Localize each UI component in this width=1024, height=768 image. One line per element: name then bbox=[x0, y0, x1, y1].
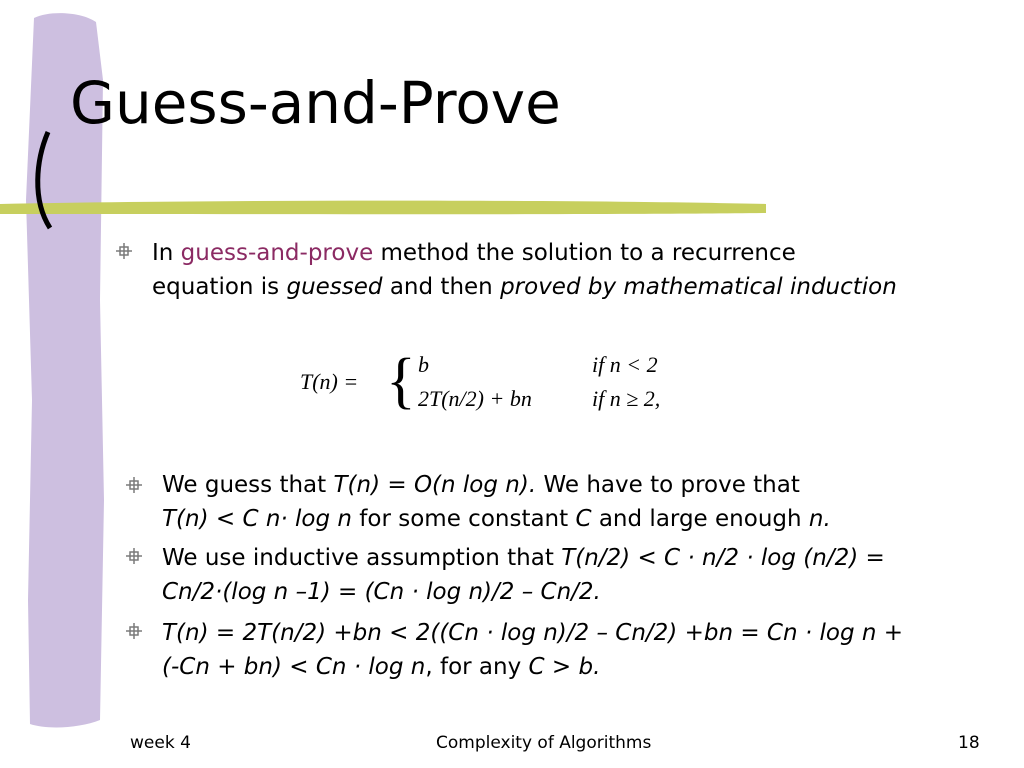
bullet-text: We use inductive assumption that bbox=[162, 545, 562, 571]
bullet-text: We guess that bbox=[162, 472, 334, 498]
case2-condition: if n ≥ 2, bbox=[592, 386, 661, 411]
square-cross-bullet-icon bbox=[126, 623, 142, 639]
bullet-text: for some constant bbox=[352, 506, 576, 532]
bullet-text: , for any bbox=[425, 654, 529, 680]
bullet-proof-step bbox=[162, 616, 903, 684]
intro-text: In bbox=[152, 240, 181, 266]
proof-formula: T(n) = 2T(n/2) +bn < 2((Cn · log n)/2 – Cn/2) +bn = Cn · log n + bbox=[162, 620, 904, 646]
bullet-text: We have to prove that bbox=[536, 472, 800, 498]
square-cross-bullet-icon bbox=[116, 243, 132, 259]
intro-text: and then bbox=[382, 274, 501, 300]
case-brace: { bbox=[386, 347, 416, 415]
target-inequality: T(n) < C n· log n bbox=[162, 506, 352, 532]
intro-text: method the solution to a recurrence bbox=[373, 240, 796, 266]
footer-week: week 4 bbox=[130, 733, 191, 753]
recurrence-equation bbox=[300, 347, 720, 422]
square-cross-bullet-icon bbox=[126, 548, 142, 564]
bullet-text: and large enough bbox=[591, 506, 809, 532]
guess-formula: T(n) = O(n log n). bbox=[333, 472, 537, 498]
slide-number: 18 bbox=[958, 733, 980, 753]
guessed-term: guessed bbox=[286, 274, 383, 300]
footer-course-title: Complexity of Algorithms bbox=[436, 733, 652, 753]
intro-text: equation is bbox=[152, 274, 287, 300]
intro-bullet bbox=[152, 236, 897, 304]
assumption-formula-continued: Cn/2·(log n –1) = (Cn · log n)/2 – Cn/2. bbox=[162, 579, 601, 605]
case1-expression: b bbox=[418, 352, 429, 377]
bullet-guess bbox=[162, 468, 831, 536]
bullet-inductive-assumption bbox=[162, 541, 885, 609]
case1-condition: if n < 2 bbox=[592, 352, 658, 377]
equation-lhs: T(n) = bbox=[300, 369, 359, 394]
method-term: guess-and-prove bbox=[180, 240, 374, 266]
variable-n: n. bbox=[808, 506, 831, 532]
title-underline-rule bbox=[0, 201, 766, 215]
page-title: Guess-and-Prove bbox=[70, 69, 561, 137]
square-cross-bullet-icon bbox=[126, 477, 142, 493]
case2-expression: 2T(n/2) + bn bbox=[418, 386, 532, 411]
proof-formula-continued: (-Cn + bn) < Cn · log n bbox=[162, 654, 426, 680]
condition-c-greater-b: C > b. bbox=[528, 654, 601, 680]
constant-c: C bbox=[575, 506, 592, 532]
induction-term: proved by mathematical induction bbox=[500, 274, 897, 300]
assumption-formula: T(n/2) < C · n/2 · log (n/2) = bbox=[561, 545, 885, 571]
